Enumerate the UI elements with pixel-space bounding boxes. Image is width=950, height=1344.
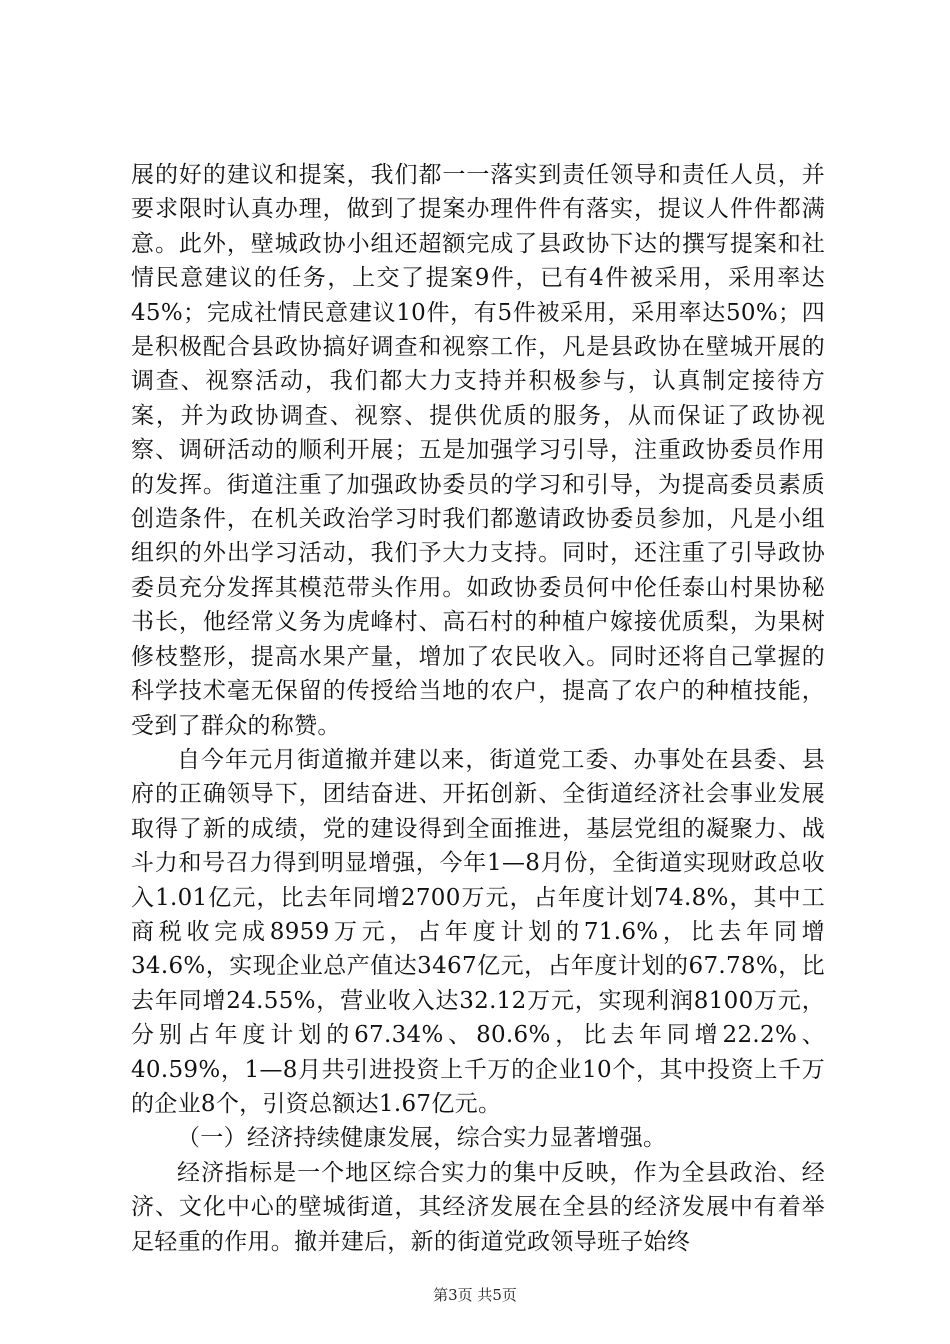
paragraph-1: 展的好的建议和提案，我们都一一落实到责任领导和责任人员，并要求限时认真办理，做到了提案办理件件有落实，提议人件件都满意。此外，壁城政协小组还超额完成了县政协下达的撰写提案和社情民意建议的任务，上交了提案9件，已有4件被采用，采用率达45%；完成社情民意建议10件，有5件被采用，采用率达50%；四是积极配合县政协搞好调查和视察工作，凡是县政协在壁城开展的调查、视察活动，我们都大力支持并积极参与，认真制定接待方案，并为政协调查、视察、提供优质的服务，从而保证了政协视察、调研活动的顺利开展；五是加强学习引导，注重政协委员作用的发挥。街道注重了加强政协委员的学习和引导，为提高委员素质创造条件，在机关政治学习时我们都邀请政协委员参加，凡是小组组织的外出学习活动，我们予大力支持。同时，还注重了引导政协委员充分发挥其模范带头作用。如政协委员何中伦任泰山村果协秘书长，他经常义务为虎峰村、高石村的种植户嫁接优质梨，为果树修枝整形，提高水果产量，增加了农民收入。同时还将自己掌握的科学技术毫无保留的传授给当地的农户，提高了农户的种植技能，受到了群众的称赞。 bbox=[131, 162, 825, 739]
section-heading: （一）经济持续健康发展，综合实力显著增强。 bbox=[177, 1125, 667, 1152]
page-number-footer: 第3页 共5页 bbox=[433, 1286, 517, 1304]
paragraph-2: 自今年元月街道撤并建以来，街道党工委、办事处在县委、县府的正确领导下，团结奋进、开拓创新、全街道经济社会事业发展取得了新的成绩，党的建设得到全面推进，基层党组的凝聚力、战斗力和号召力得到明显增强，今年1—8月份，全街道实现财政总收入1.01亿元，比去年同增2700万元，占年度计划74.8%，其中工商税收完成8959万元，占年度计划的71.6%，比去年同增34.6%，实现企业总产值达3467亿元，占年度计划的67.78%，比去年同增24.55%，营业收入达32.12万元，实现利润8100万元，分别占年度计划的67.34%、80.6%，比去年同增22.2%、40.59%，1—8月共引进投资上千万的企业10个，其中投资上千万的企业8个，引资总额达1.67亿元。 bbox=[131, 746, 825, 1117]
paragraph-4: 经济指标是一个地区综合实力的集中反映，作为全县政治、经济、文化中心的壁城街道，其经济发展在全县的经济发展中有着举足轻重的作用。撤并建后，新的街道党政领导班子始终 bbox=[131, 1159, 825, 1255]
document-body bbox=[131, 158, 825, 1259]
